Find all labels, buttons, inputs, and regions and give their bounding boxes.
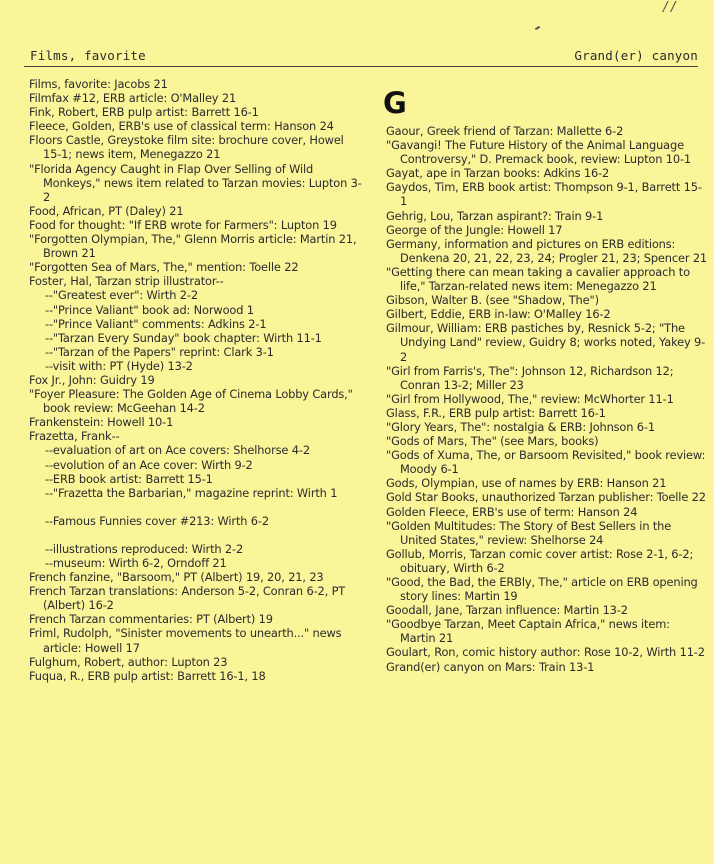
index-subentry: --visit with: PT (Hyde) 13-2 xyxy=(45,358,193,373)
section-letter: G xyxy=(383,86,407,120)
index-entry: Gold Star Books, unauthorized Tarzan publisher: Toelle 22 xyxy=(386,490,706,505)
index-entry: "Getting there can mean taking a cavalier approach to life," Tarzan-related news item: Menegazzo 21 xyxy=(386,264,690,294)
pen-mark xyxy=(535,26,540,30)
index-entry: "Gods of Mars, The" (see Mars, books) xyxy=(386,434,599,449)
index-entry: "Goodbye Tarzan, Meet Captain Africa," news item: Martin 21 xyxy=(386,617,670,646)
index-entry: Grand(er) canyon on Mars: Train 13-1 xyxy=(386,659,595,674)
index-entry: Gehrig, Lou, Tarzan aspirant?: Train 9-1 xyxy=(386,208,604,223)
page-number: // xyxy=(662,0,678,15)
index-entry: Gibson, Walter B. (see "Shadow, The") xyxy=(386,293,599,308)
index-subentry: --evaluation of art on Ace covers: Shelhorse 4-2 xyxy=(45,443,310,458)
index-entry: Gollub, Morris, Tarzan comic cover artist: Rose 2-1, 6-2; obituary, Wirth 6-2 xyxy=(386,546,694,575)
index-entry: "Foyer Pleasure: The Golden Age of Cinema Lobby Cards," book review: McGeehan 14-2 xyxy=(29,387,353,416)
index-entry: Gilbert, Eddie, ERB in-law: O'Malley 16-2 xyxy=(386,307,611,322)
index-subentry: --Famous Funnies cover #213: Wirth 6-2 xyxy=(45,513,269,528)
index-entry: Fulghum, Robert, author: Lupton 23 xyxy=(29,654,228,669)
index-entry: Films, favorite: Jacobs 21 xyxy=(29,77,168,91)
index-entry: George of the Jungle: Howell 17 xyxy=(386,222,563,237)
index-entry: Fleece, Golden, ERB's use of classical term: Hanson 24 xyxy=(29,119,334,134)
index-subentry: --"Prince Valiant" comments: Adkins 2-1 xyxy=(45,316,267,331)
index-entry: "Girl from Farris's, The": Johnson 12, Richardson 12; Conran 13-2; Miller 23 xyxy=(386,363,674,392)
index-entry: Glass, F.R., ERB pulp artist: Barrett 16-1 xyxy=(386,405,606,420)
index-entry: Filmfax #12, ERB article: O'Malley 21 xyxy=(29,91,237,106)
index-entry: Foster, Hal, Tarzan strip illustrator-- xyxy=(29,274,224,289)
running-header-right: Grand(er) canyon xyxy=(574,48,698,63)
index-entry: Fink, Robert, ERB pulp artist: Barrett 16-1 xyxy=(29,105,259,120)
index-subentry: --museum: Wirth 6-2, Orndoff 21 xyxy=(45,556,227,570)
index-entry: Goodall, Jane, Tarzan influence: Martin 13-2 xyxy=(386,603,628,618)
index-entry: Food for thought: "If ERB wrote for Farmers": Lupton 19 xyxy=(29,217,337,232)
index-subentry: --"Greatest ever": Wirth 2-2 xyxy=(45,288,198,303)
index-subentry: --illustrations reproduced: Wirth 2-2 xyxy=(45,541,244,556)
index-subentry: --"Tarzan of the Papers" reprint: Clark 3-1 xyxy=(45,344,274,359)
index-entry: "Forgotten Olympian, The," Glenn Morris article: Martin 21, Brown 21 xyxy=(29,232,357,261)
index-entry: "Florida Agency Caught in Flap Over Selling of Wild Monkeys," news item related to Tarzan movies: Lupton 3-2 xyxy=(29,161,362,204)
index-entry: Goulart, Ron, comic history author: Rose 10-2, Wirth 11-2 xyxy=(386,645,705,660)
index-entry: "Gavangi! The Future History of the Animal Language Controversy," D. Premack book, review: Lupton 10-1 xyxy=(386,138,692,167)
index-entry: Food, African, PT (Daley) 21 xyxy=(29,203,184,218)
index-entry: French Tarzan translations: Anderson 5-2, Conran 6-2, PT (Albert) 16-2 xyxy=(29,584,346,613)
index-entry: Floors Castle, Greystoke film site: brochure cover, Howel 15-1; news item, Menegazzo 21 xyxy=(29,133,344,162)
header-rule xyxy=(24,66,698,67)
index-entry: Gaydos, Tim, ERB book artist: Thompson 9-1, Barrett 15-1 xyxy=(386,180,702,209)
index-entry: French Tarzan commentaries: PT (Albert) 19 xyxy=(29,612,273,627)
index-entry: "Gods of Xuma, The, or Barsoom Revisited," book review: Moody 6-1 xyxy=(386,448,706,477)
index-entry: Frankenstein: Howell 10-1 xyxy=(29,415,174,430)
index-column-left xyxy=(29,77,365,683)
index-entry: Gaour, Greek friend of Tarzan: Mallette 6-2 xyxy=(386,124,624,138)
index-entry: "Glory Years, The": nostalgia & ERB: Johnson 6-1 xyxy=(386,419,655,434)
index-column-right xyxy=(386,124,708,674)
index-entry: Gilmour, William: ERB pastiches by, Resnick 5-2; "The Undying Land" review, Guidry 8; works noted, Yakey 9-2 xyxy=(386,321,706,364)
index-subentry: --"Frazetta the Barbarian," magazine reprint: Wirth 1 xyxy=(45,485,338,500)
index-entry: French fanzine, "Barsoom," PT (Albert) 19, 20, 21, 23 xyxy=(29,570,324,585)
index-entry: Friml, Rudolph, "Sinister movements to unearth..." news article: Howell 17 xyxy=(29,626,342,655)
index-subentry: --"Prince Valiant" book ad: Norwood 1 xyxy=(45,302,254,317)
index-entry: "Girl from Hollywood, The," review: McWhorter 11-1 xyxy=(386,391,674,406)
index-subentry: --ERB book artist: Barrett 15-1 xyxy=(45,471,213,486)
index-entry: Germany, information and pictures on ERB editions: Denkena 20, 21, 22, 23, 24; Progler 21, 23; Spencer 21 xyxy=(386,236,708,265)
index-entry: Frazetta, Frank-- xyxy=(29,429,120,444)
index-entry: "Good, the Bad, the ERBly, The," article on ERB opening story lines: Martin 19 xyxy=(386,575,698,604)
index-entry: "Golden Multitudes: The Story of Best Sellers in the United States," review: Shelhorse 24 xyxy=(386,518,672,547)
index-subentry: --evolution of an Ace cover: Wirth 9-2 xyxy=(45,457,253,472)
index-entry: Gods, Olympian, use of names by ERB: Hanson 21 xyxy=(386,476,667,491)
index-subentry: --"Tarzan Every Sunday" book chapter: Wirth 11-1 xyxy=(45,330,322,345)
index-entry: Golden Fleece, ERB's use of term: Hanson 24 xyxy=(386,504,638,519)
running-header-left: Films, favorite xyxy=(30,48,146,63)
index-entry: Fuqua, R., ERB pulp artist: Barrett 16-1, 18 xyxy=(29,668,266,683)
index-entry: "Forgotten Sea of Mars, The," mention: Toelle 22 xyxy=(29,260,299,275)
index-entry: Gayat, ape in Tarzan books: Adkins 16-2 xyxy=(386,166,610,181)
index-entry: Fox Jr., John: Guidry 19 xyxy=(29,372,155,387)
